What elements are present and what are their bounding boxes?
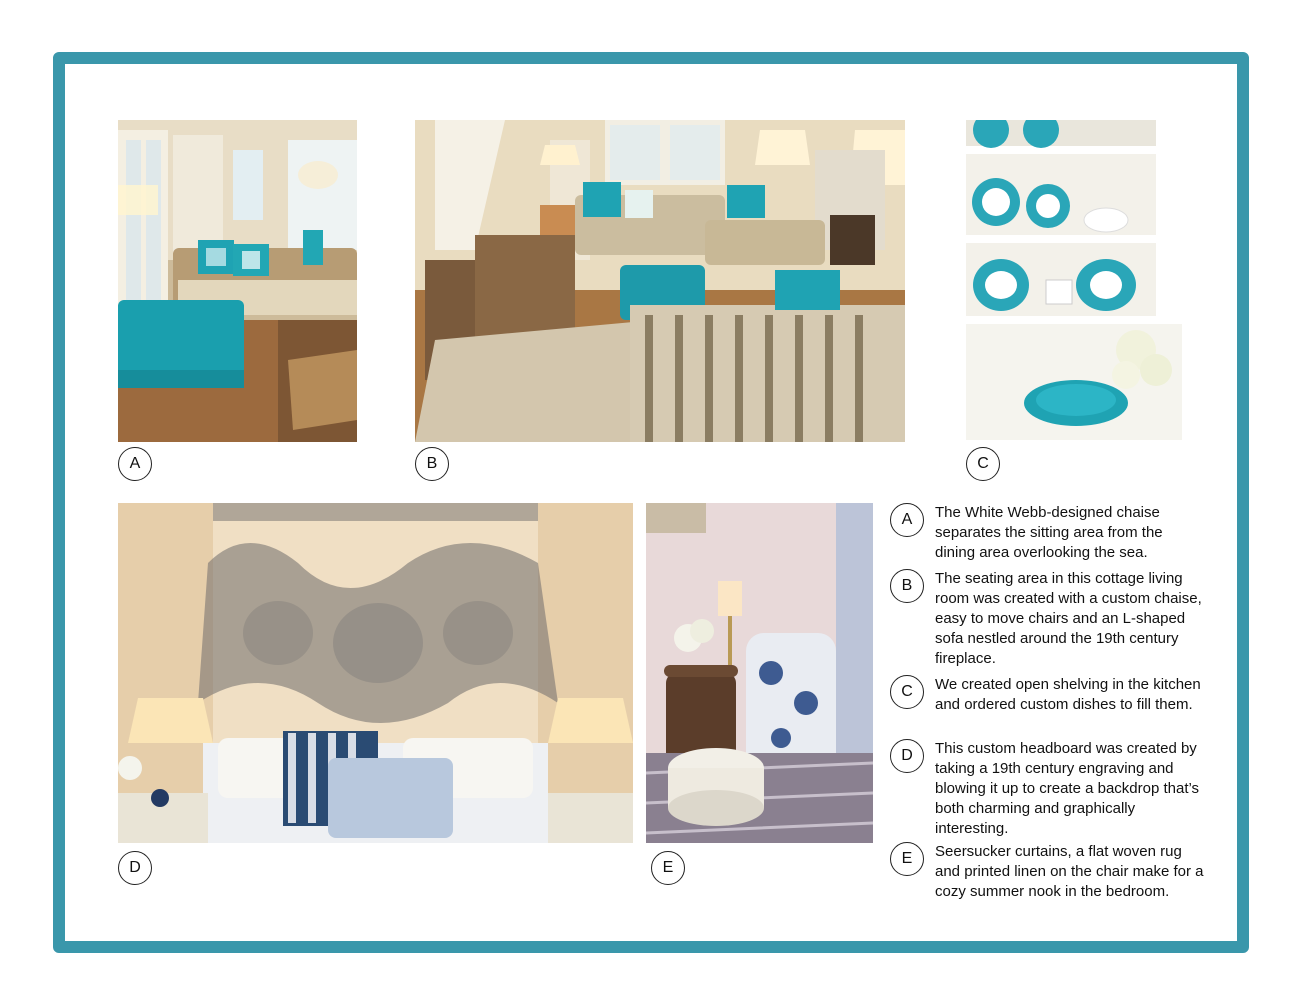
caption-text-b: The seating area in this cottage living room was created with a custom chaise, easy to move chairs and an L-shaped sofa nestled around the 19th century fireplace. <box>935 570 1202 667</box>
photo-e <box>646 503 873 843</box>
photo-label-a: A <box>118 447 152 481</box>
caption-label-b: B <box>890 569 924 603</box>
photo-d <box>118 503 633 843</box>
photo-label-b: B <box>415 447 449 481</box>
caption-label-c: C <box>890 675 924 709</box>
photo-label-c: C <box>966 447 1000 481</box>
caption-text-d: This custom headboard was created by taking a 19th century engraving and blowing it up to create a backdrop that’s both charming and graphically interesting. <box>935 740 1200 837</box>
caption-label-d: D <box>890 739 924 773</box>
caption-label-a: A <box>890 503 924 537</box>
caption-label-e: E <box>890 842 924 876</box>
photo-b <box>415 120 905 442</box>
caption-text-e: Seersucker curtains, a flat woven rug and printed linen on the chair make for a cozy summer nook in the bedroom. <box>935 843 1204 900</box>
photo-label-d: D <box>118 851 152 885</box>
photo-a <box>118 120 357 442</box>
photo-c <box>966 120 1182 440</box>
photo-label-e: E <box>651 851 685 885</box>
caption-text-a: The White Webb-designed chaise separates the sitting area from the dining area overlooking the sea. <box>935 504 1163 561</box>
caption-text-c: We created open shelving in the kitchen and ordered custom dishes to fill them. <box>935 676 1201 713</box>
